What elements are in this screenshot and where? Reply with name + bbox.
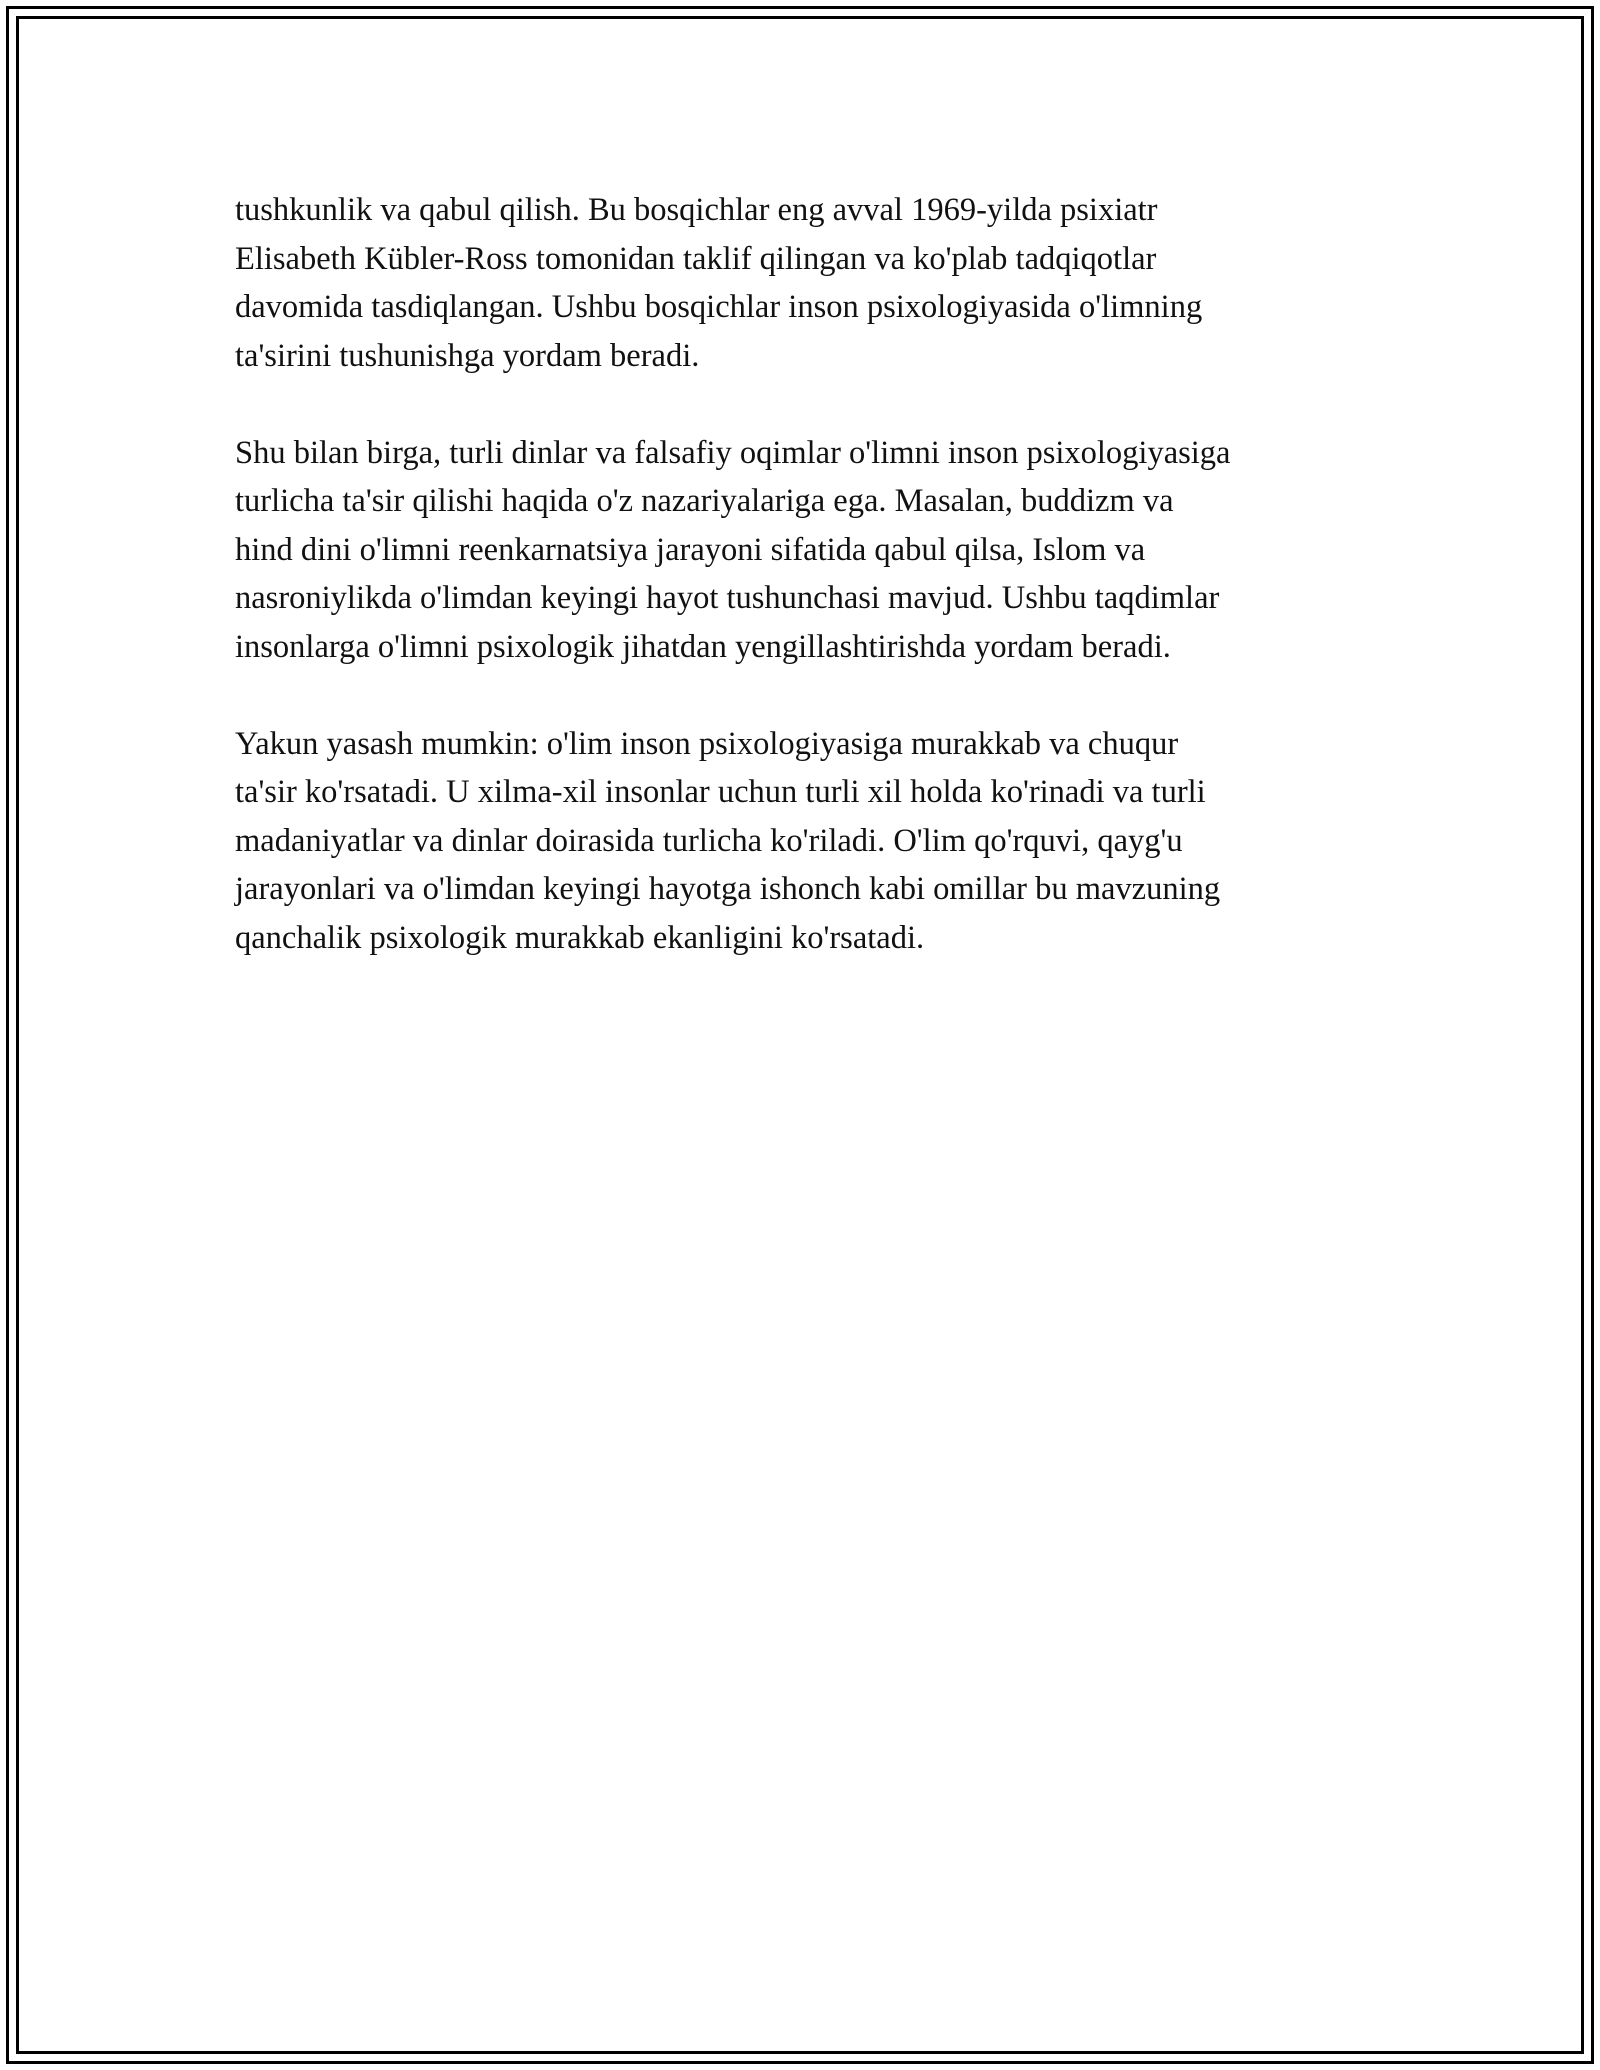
text-line: nasroniylikda o'limdan keyingi hayot tushunchasi mavjud. Ushbu taqdimlar <box>235 580 1220 616</box>
text-line: ta'sir ko'rsatadi. U xilma-xil insonlar uchun turli xil holda ko'rinadi va turli <box>235 774 1206 810</box>
text-line: Shu bilan birga, turli dinlar va falsafiy oqimlar o'limni inson psixologiyasiga <box>235 434 1231 471</box>
text-line: jarayonlari va o'limdan keyingi hayotga ishonch kabi omillar bu mavzuning <box>235 871 1221 907</box>
document-body <box>235 186 1375 1011</box>
text-line: tushkunlik va qabul qilish. Bu bosqichlar eng avval 1969-yilda psixiatr <box>235 192 1158 228</box>
text-line: hind dini o'limni reenkarnatsiya jarayoni sifatida qabul qilsa, Islom va <box>235 531 1146 568</box>
text-line: Yakun yasash mumkin: o'lim inson psixologiyasiga murakkab va chuqur <box>235 725 1179 762</box>
paragraph-2 <box>235 429 1375 672</box>
text-line: davomida tasdiqlangan. Ushbu bosqichlar inson psixologiyasida o'limning <box>235 289 1203 325</box>
text-line: turlicha ta'sir qilishi haqida o'z nazariyalariga ega. Masalan, buddizm va <box>235 483 1174 519</box>
text-line: qanchalik psixologik murakkab ekanligini ko'rsatadi. <box>235 919 925 956</box>
text-line: Elisabeth Kübler-Ross tomonidan taklif qilingan va ko'plab tadqiqotlar <box>235 240 1157 277</box>
paragraph-3 <box>235 720 1375 963</box>
text-line: insonlarga o'limni psixologik jihatdan yengillashtirishda yordam beradi. <box>235 628 1171 665</box>
text-line: madaniyatlar va dinlar doirasida turlicha ko'riladi. O'lim qo'rquvi, qayg'u <box>235 822 1183 859</box>
text-line: ta'sirini tushunishga yordam beradi. <box>235 337 700 374</box>
paragraph-1 <box>235 186 1375 380</box>
